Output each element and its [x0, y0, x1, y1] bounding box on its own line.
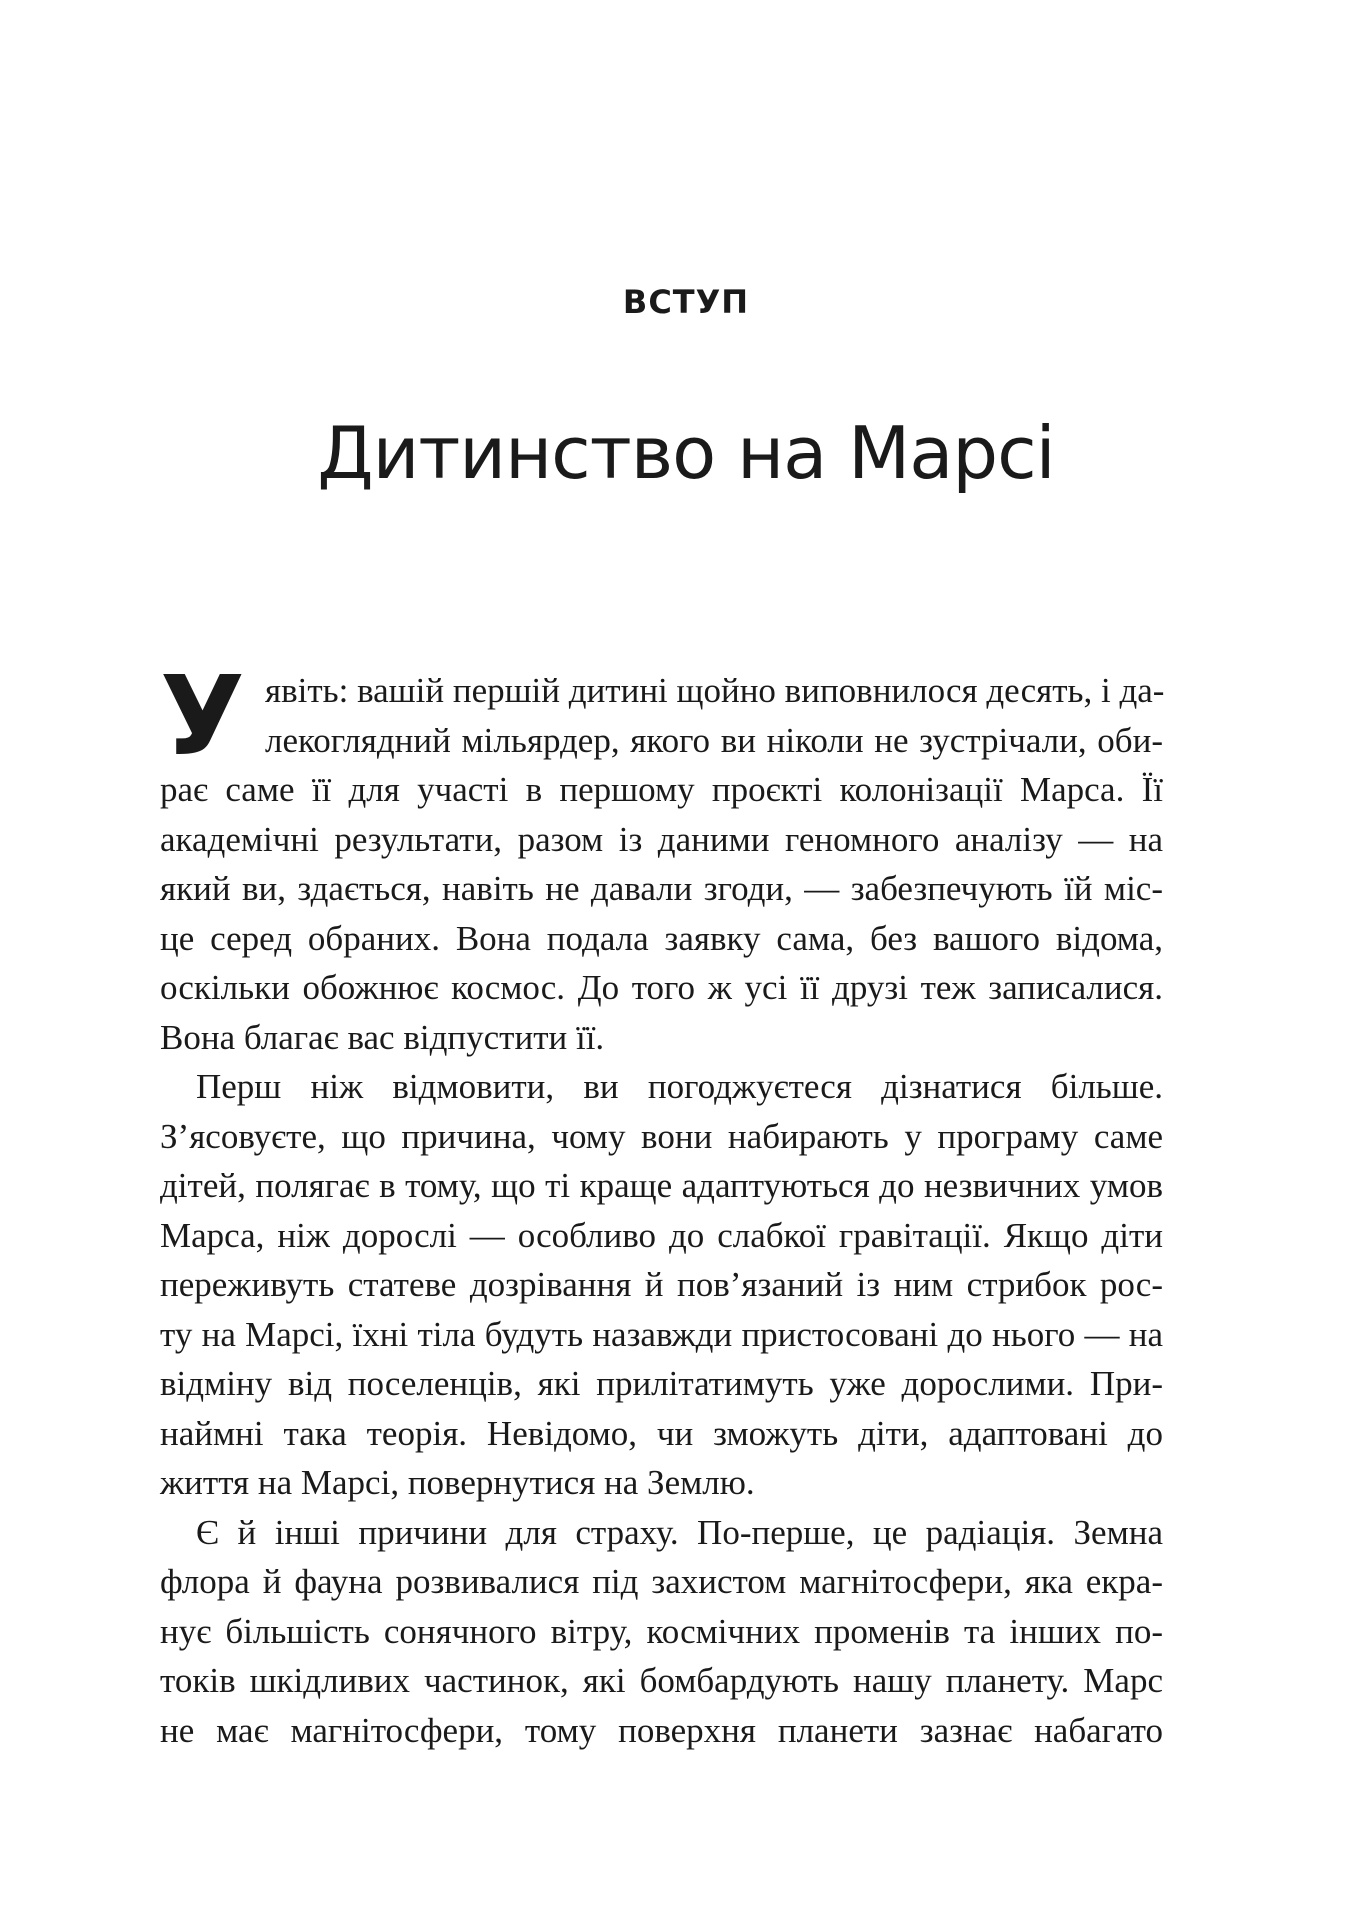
paragraph-3	[160, 1508, 1163, 1756]
text-line: ту на Марсі, їхні тіла будуть назавжди пристосовані до нього — на	[160, 1314, 1163, 1354]
drop-cap: У	[160, 652, 245, 780]
text-line: наймні така теорія. Невідомо, чи зможуть діти, адаптовані до	[160, 1413, 1163, 1453]
text-line: токів шкідливих частинок, які бомбардують нашу планету. Марс	[160, 1661, 1163, 1700]
text-line: академічні результати, разом із даними геномного аналізу — на	[160, 819, 1163, 859]
text-line: Марса, ніж дорослі — особливо до слабкої гравітації. Якщо діти	[160, 1215, 1163, 1255]
text-line: нує більшість сонячного вітру, космічних променів та інших по-	[160, 1611, 1163, 1651]
paragraph-2	[160, 1062, 1163, 1508]
text-line: флора й фауна розвивалися під захистом магнітосфери, яка екра-	[160, 1562, 1163, 1601]
text-line: Вона благає вас відпустити її.	[160, 1017, 605, 1057]
section-label: ВСТУП	[622, 283, 750, 321]
text-line: оскільки обожнює космос. До того ж усі її друзі теж записалися.	[160, 968, 1163, 1007]
body-text	[160, 652, 1165, 1755]
chapter-title: Дитинство на Марсі	[317, 411, 1055, 495]
text-line: лекоглядний мільярдер, якого ви ніколи не зустрічали, оби-	[265, 720, 1163, 760]
text-line: це серед обраних. Вона подала заявку сама, без вашого відома,	[160, 918, 1163, 958]
text-line: який ви, здається, навіть не давали згоди, — забезпечують їй міс-	[160, 869, 1163, 908]
text-line: З’ясовуєте, що причина, чому вони набирають у програму саме	[160, 1116, 1163, 1156]
text-line: переживуть статеве дозрівання й пов’язаний із ним стрибок рос-	[160, 1265, 1163, 1304]
text-line: не має магнітосфери, тому поверхня планети зазнає набагато	[160, 1710, 1163, 1750]
text-line: Є й інші причини для страху. По-перше, це радіація. Земна	[196, 1512, 1163, 1552]
text-line: відміну від поселенців, які прилітатимуть уже дорослими. При-	[160, 1364, 1163, 1403]
text-line: життя на Марсі, повернутися на Землю.	[160, 1463, 755, 1502]
text-line: явіть: вашій першій дитині щойно виповнилося десять, і да-	[265, 671, 1165, 710]
paragraph-1	[160, 652, 1165, 1062]
text-line: дітей, полягає в тому, що ті краще адаптуються до незвичних умов	[160, 1166, 1163, 1205]
text-line: рає саме її для участі в першому проєкті колонізації Марса. Її	[160, 770, 1163, 809]
text-line: Перш ніж відмовити, ви погоджуєтеся дізнатися більше.	[196, 1067, 1163, 1106]
